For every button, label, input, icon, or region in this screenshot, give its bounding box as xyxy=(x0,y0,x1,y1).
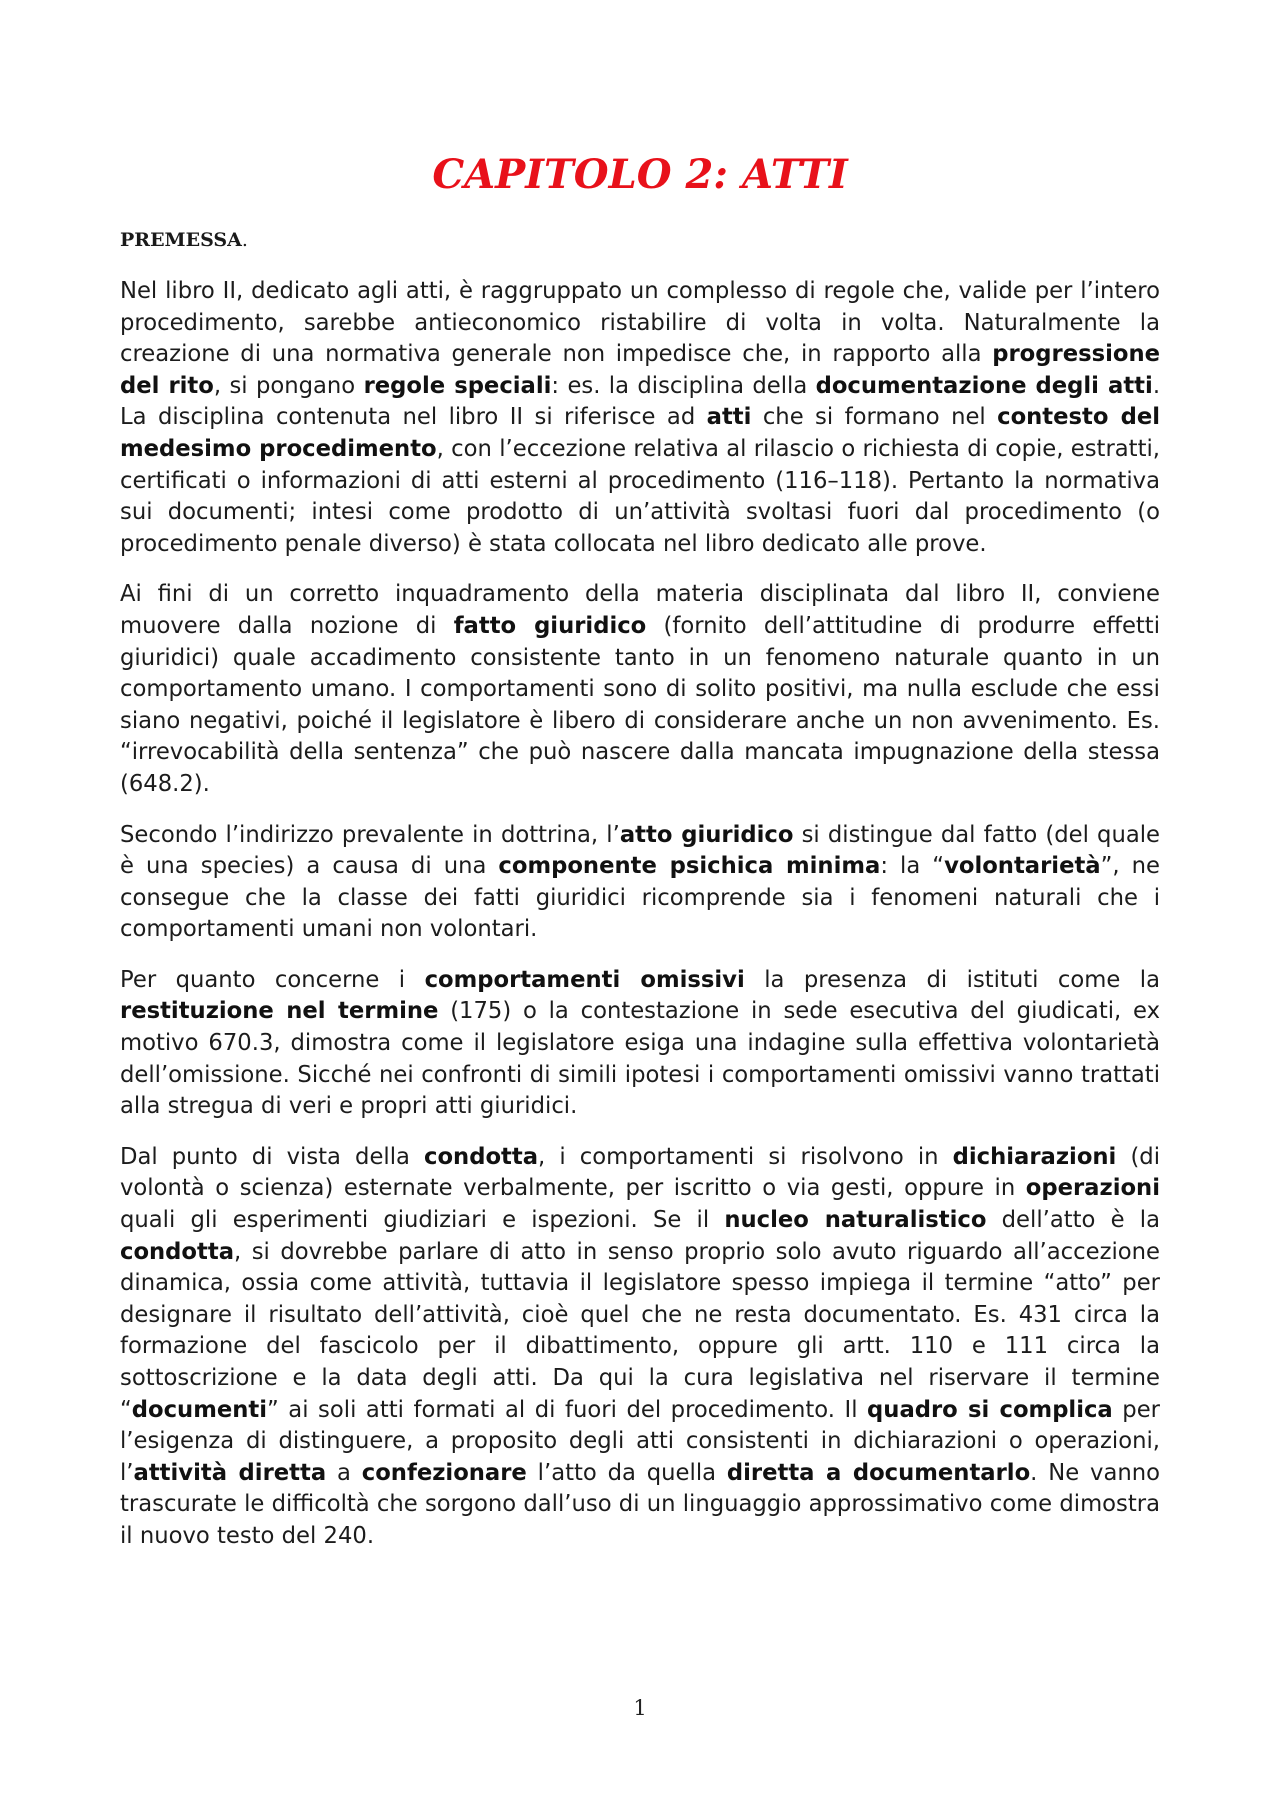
bold-term: condotta xyxy=(120,1238,235,1265)
bold-term: diretta a documentarlo xyxy=(726,1459,1031,1486)
text-run: a xyxy=(326,1459,362,1486)
body-paragraph xyxy=(120,820,1160,946)
bold-term: operazioni xyxy=(1025,1175,1160,1202)
bold-term: condotta xyxy=(424,1143,539,1170)
bold-term: fatto giuridico xyxy=(453,612,647,639)
text-run: : es. la disciplina della xyxy=(551,372,816,399)
bold-term: contesto del medesimo procedimento xyxy=(120,404,1160,462)
page-number: 1 xyxy=(633,1696,647,1720)
bold-term: documentazione degli atti xyxy=(815,372,1153,399)
text-run: (di volontà o scienza) esternate verbalmente, per iscritto o via gesti, oppure in xyxy=(120,1143,1160,1202)
text-run: (fornito dell’attitudine di produrre effetti giuridici) quale accadimento consistente tanto in un fenomeno naturale quanto in un comportamento umano. I comportamenti sono di solito positivi, ma nulla esclude che essi siano negativi, poiché il legislatore è libero di considerare anche un non avvenimento. Es. “irrevocabilità della sentenza” che può nascere dalla mancata impugnazione della stessa (648.2). xyxy=(120,612,1160,797)
bold-term: attività diretta xyxy=(133,1459,327,1486)
text-run: dell’atto è la xyxy=(986,1207,1160,1234)
section-heading-text: PREMESSA xyxy=(120,229,242,251)
body-paragraph xyxy=(120,276,1160,560)
text-run: , si pongano xyxy=(213,372,364,399)
bold-term: componente psichica minima xyxy=(498,853,881,880)
section-heading-dot: . xyxy=(241,229,248,251)
text-run: , i comportamenti si risolvono in xyxy=(538,1143,953,1170)
bold-term: progressione del rito xyxy=(120,341,1160,399)
text-run: , si dovrebbe parlare di atto in senso proprio solo avuto riguardo all’accezione dinamica, ossia come attività, tuttavia il legislatore spesso impiega il termine “atto” per designare il risultato dell’attività, cioè quel che ne resta documentato. Es. 431 circa la formazione del fascicolo per il dibattimento, oppure gli artt. 110 e 111 circa la sottoscrizione e la data degli atti. Da qui la cura legislativa nel riservare il termine “ xyxy=(120,1238,1160,1423)
text-run: , con l’eccezione relativa al rilascio o richiesta di copie, estratti, certificati o informazioni di atti esterni al procedimento (116–118). Pertanto la normativa sui documenti; intesi come prodotto di un’attività svoltasi fuori dal procedimento (o procedimento penale diverso) è stata collocata nel libro dedicato alle prove. xyxy=(120,435,1160,557)
body-paragraph xyxy=(120,579,1160,800)
bold-term: volontarietà xyxy=(944,853,1101,880)
text-run: ”, ne consegue che la classe dei fatti giuridici ricomprende sia i fenomeni naturali che i comportamenti umani non volontari. xyxy=(120,853,1160,943)
text-run: . La disciplina contenuta nel libro II si riferisce ad xyxy=(120,372,1161,431)
text-run: . Ne vanno trascurate le difficoltà che sorgono dall’uso di un linguaggio approssimativo come dimostra il nuovo testo del 240. xyxy=(120,1459,1160,1549)
text-run: ” ai soli atti formati al di fuori del procedimento. Il xyxy=(267,1396,868,1423)
text-run: l’atto da quella xyxy=(526,1459,727,1486)
text-run: Secondo l’indirizzo prevalente in dottrina, l’ xyxy=(120,821,620,848)
bold-term: nucleo naturalistico xyxy=(724,1207,987,1234)
bold-term: comportamenti omissivi xyxy=(424,966,745,993)
text-run: si distingue dal fatto (del quale è una species) a causa di una xyxy=(120,821,1160,880)
body-paragraph xyxy=(120,965,1160,1123)
text-run: (175) o la contestazione in sede esecutiva del giudicati, ex motivo 670.3, dimostra come il legislatore esiga una indagine sulla effettiva volontarietà dell’omissione. Sicché nei confronti di simili ipotesi i comportamenti omissivi vanno trattati alla stregua di veri e propri atti giuridici. xyxy=(120,998,1161,1120)
bold-term: documenti xyxy=(131,1396,267,1423)
text-run: Per quanto concerne i xyxy=(120,966,425,993)
chapter-title: CAPITOLO 2: ATTI xyxy=(432,151,848,198)
text-run: Nel libro II, dedicato agli atti, è raggruppato un complesso di regole che, valide per l’intero procedimento, sarebbe antieconomico ristabilire di volta in volta. Naturalmente la creazione di una normativa generale non impedisce che, in rapporto alla xyxy=(120,278,1160,368)
section-heading xyxy=(120,228,248,252)
bold-term: atti xyxy=(706,404,752,431)
bold-term: regole speciali xyxy=(363,372,552,399)
text-run: Dal punto di vista della xyxy=(120,1143,425,1170)
text-run: Ai fini di un corretto inquadramento della materia disciplinata dal libro II, conviene muovere dalla nozione di xyxy=(120,581,1160,639)
bold-term: restituzione nel termine xyxy=(120,998,439,1025)
body-text xyxy=(120,276,1160,1572)
bold-term: dichiarazioni xyxy=(952,1143,1117,1170)
bold-term: atto giuridico xyxy=(619,821,794,848)
text-run: che si formano nel xyxy=(751,404,998,431)
body-paragraph xyxy=(120,1142,1160,1553)
text-run: la presenza di istituti come la xyxy=(744,966,1160,993)
bold-term: confezionare xyxy=(361,1459,527,1486)
text-run: : la “ xyxy=(880,853,945,880)
text-run: quali gli esperimenti giudiziari e ispezioni. Se il xyxy=(120,1207,725,1234)
text-run: per l’esigenza di distinguere, a proposito degli atti consistenti in dichiarazioni o operazioni, l’ xyxy=(120,1396,1160,1486)
bold-term: quadro si complica xyxy=(867,1396,1113,1423)
